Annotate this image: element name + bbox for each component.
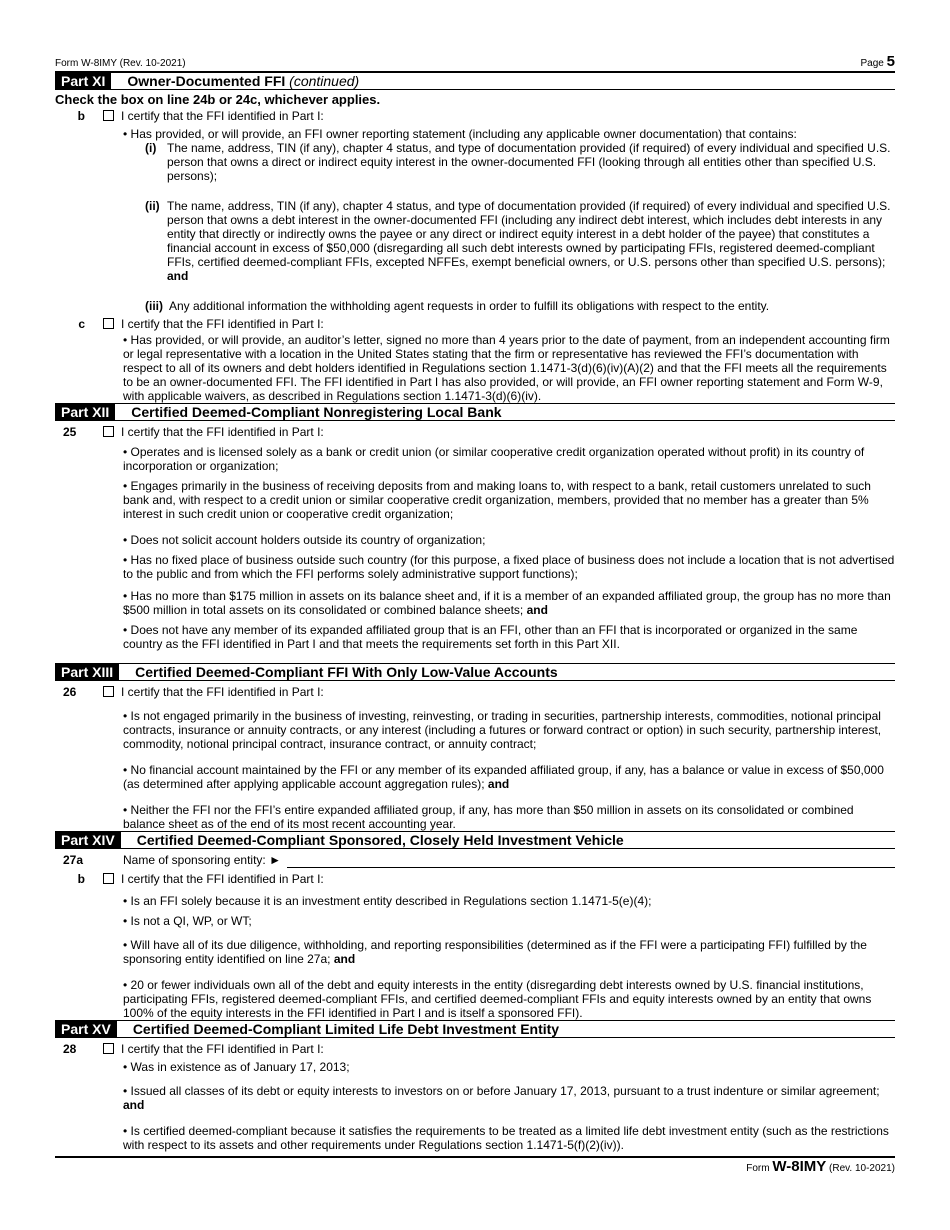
certify-text: I certify that the FFI identified in Part I: (121, 317, 324, 331)
part-title: Certified Deemed-Compliant FFI With Only Low-Value Accounts (135, 664, 558, 680)
checkbox-26[interactable] (103, 686, 114, 697)
bullet: • Has provided, or will provide, an FFI owner reporting statement (including any applicable owner documentation) that contains: (123, 127, 797, 141)
item-i: (i) The name, address, TIN (if any), chapter 4 status, and type of documentation provided (if required) of every individual and specified U.S. person that owns a direct or indirect equity interest in the owner-documented FFI (looking through all entities other than specified U.S. persons); (145, 141, 891, 183)
certify-text: I certify that the FFI identified in Part I: (121, 1042, 324, 1056)
page-footer: Form W-8IMY (Rev. 10-2021) (55, 1156, 895, 1176)
bullet: • Is certified deemed-compliant because it satisfies the requirements to be treated as a limited life debt investment entity (such as the restrictions with respect to its assets and other requirements under Regulations section 1.1471-5(f)(2)(iv)). (123, 1124, 889, 1152)
bullet: • Was in existence as of January 17, 2013; (123, 1060, 350, 1074)
part-tag: Part XII (55, 404, 115, 420)
part-xii-header (55, 403, 895, 421)
bullet: • No financial account maintained by the FFI or any member of its expanded affiliated group, if any, has a balance or value in excess of $50,000 (as determined after applying applicable account aggregation rules); and (123, 763, 884, 791)
page-number: Page 5 (860, 53, 895, 70)
part-tag: Part XIV (55, 832, 121, 848)
line-label: b (77, 872, 85, 886)
bullet: • Operates and is licensed solely as a bank or credit union (or similar cooperative credit organization operated without profit) in its country of incorporation or organization; (123, 445, 865, 473)
certify-text: I certify that the FFI identified in Part I: (121, 109, 324, 123)
line-number: 25 (63, 425, 77, 439)
bullet: • Will have all of its due diligence, withholding, and reporting responsibilities (determined as if the FFI were a participating FFI) fulfilled by the sponsoring entity identified on line 27a; and (123, 938, 867, 966)
part-xiii-header (55, 663, 895, 681)
part-xiv-header (55, 831, 895, 849)
bullet: • Is not a QI, WP, or WT; (123, 914, 252, 928)
bullet: • Has no fixed place of business outside such country (for this purpose, a fixed place of business does not include a location that is not advertised to the public and from which the FFI performs solely administrative support functions); (123, 553, 895, 581)
checkbox-28[interactable] (103, 1043, 114, 1054)
bullet: • Does not have any member of its expanded affiliated group that is an FFI, other than an FFI that is incorporated or organized in the same country as the FFI identified in Part I and that meets the requirements set forth in this Part XII. (123, 623, 858, 651)
bullet: • Does not solicit account holders outside its country of organization; (123, 533, 486, 547)
certify-text: I certify that the FFI identified in Part I: (121, 685, 324, 699)
item-ii: (ii) The name, address, TIN (if any), chapter 4 status, and type of documentation provided (if required) of every individual and specified U.S. person that owns a debt interest in the owner-documented FFI (including any indirect debt interest, which includes debt interests in any entity that directly or indirectly owns the payee or any direct or indirect equity interest in a debt holder of the payee) that constitutes a financial account in excess of $50,000 (disregarding all such debt interests owned by participating FFIs, registered deemed-compliant FFIs, certified deemed-compliant FFIs, excepted NFFEs, exempt beneficial owners, or U.S. persons other than specified U.S. persons); and (145, 199, 891, 283)
part-xv-header (55, 1020, 895, 1038)
part-title: Certified Deemed-Compliant Sponsored, Closely Held Investment Vehicle (136, 832, 624, 848)
form-name: Form W-8IMY (Rev. 10-2021) (55, 58, 186, 69)
instruction: Check the box on line 24b or 24c, whichever applies. (55, 92, 381, 107)
line-label: c (78, 317, 85, 331)
part-title: Owner-Documented FFI (continued) (127, 73, 360, 89)
item-iii: (iii) Any additional information the withholding agent requests in order to fulfill its obligations with respect to the entity. (145, 299, 770, 313)
sponsor-label: Name of sponsoring entity: ► (123, 853, 281, 867)
bullet: • Is an FFI solely because it is an investment entity described in Regulations section 1.1471-5(e)(4); (123, 894, 652, 908)
line-number: 28 (63, 1042, 77, 1056)
bullet: • Neither the FFI nor the FFI’s entire expanded affiliated group, if any, has more than $50 million in assets on its consolidated or combined balance sheet as of the end of its most recent accounting year. (123, 803, 854, 831)
part-title: Certified Deemed-Compliant Limited Life Debt Investment Entity (132, 1021, 560, 1037)
checkbox-24b[interactable] (103, 110, 114, 121)
page-header (55, 55, 895, 73)
part-tag: Part XV (55, 1021, 117, 1037)
line-label: b (77, 109, 85, 123)
bullet: • Issued all classes of its debt or equity interests to investors on or before January 17, 2013, pursuant to a trust indenture or similar agreement; and (123, 1084, 880, 1112)
checkbox-25[interactable] (103, 426, 114, 437)
part-tag: Part XI (55, 73, 111, 89)
bullet: • Is not engaged primarily in the business of investing, reinvesting, or trading in securities, partnership interests, commodities, notional principal contracts, insurance or annuity contracts, or any interest (including a futures or forward contract or option) in such security, partnership interest, commodity, notional principal contract, insurance contract, or annuity contract; (123, 709, 882, 751)
certify-text: I certify that the FFI identified in Part I: (121, 872, 324, 886)
form-page (55, 55, 895, 1176)
line-number: 27a (63, 853, 84, 867)
line-number: 26 (63, 685, 77, 699)
bullet: • Has provided, or will provide, an auditor’s letter, signed no more than 4 years prior to the date of payment, from an independent accounting firm or legal representative with a location in the United States stating that the firm or representative has reviewed the FFI’s documentation with respect to all of its owners and debt holders identified in Regulations section 1.1471-3(d)(6)(iv)(A)(2) and that the FFI meets all the requirements to be an owner-documented FFI. The FFI identified in Part I has also provided, or will provide, an FFI owner reporting statement and Form W-9, with applicable waivers, as described in Regulations section 1.1471-3(d)(6)(iv). (123, 333, 890, 403)
sponsor-name-field[interactable] (287, 853, 895, 868)
part-xi-header (55, 73, 895, 90)
certify-text: I certify that the FFI identified in Part I: (121, 425, 324, 439)
checkbox-24c[interactable] (103, 318, 114, 329)
part-tag: Part XIII (55, 664, 119, 680)
bullet: • Has no more than $175 million in assets on its balance sheet and, if it is a member of an expanded affiliated group, the group has no more than $500 million in total assets on its consolidated or combined balance sheets; and (123, 589, 891, 617)
bullet: • 20 or fewer individuals own all of the debt and equity interests in the entity (disregarding debt interests owned by U.S. financial institutions, participating FFIs, registered deemed-compliant FFIs, and certified deemed-compliant FFIs and equity interests owned by an entity that owns 100% of the equity interests in the FFI identified in Part I and is itself a sponsored FFI). (123, 978, 872, 1020)
bullet: • Engages primarily in the business of receiving deposits from and making loans to, with respect to a bank, retail customers unrelated to such bank and, with respect to a credit union or similar cooperative credit organization, members, provided that no member has a greater than 5% interest in such credit union or cooperative credit organization; (123, 479, 871, 521)
checkbox-27b[interactable] (103, 873, 114, 884)
part-title: Certified Deemed-Compliant Nonregistering Local Bank (131, 404, 502, 420)
